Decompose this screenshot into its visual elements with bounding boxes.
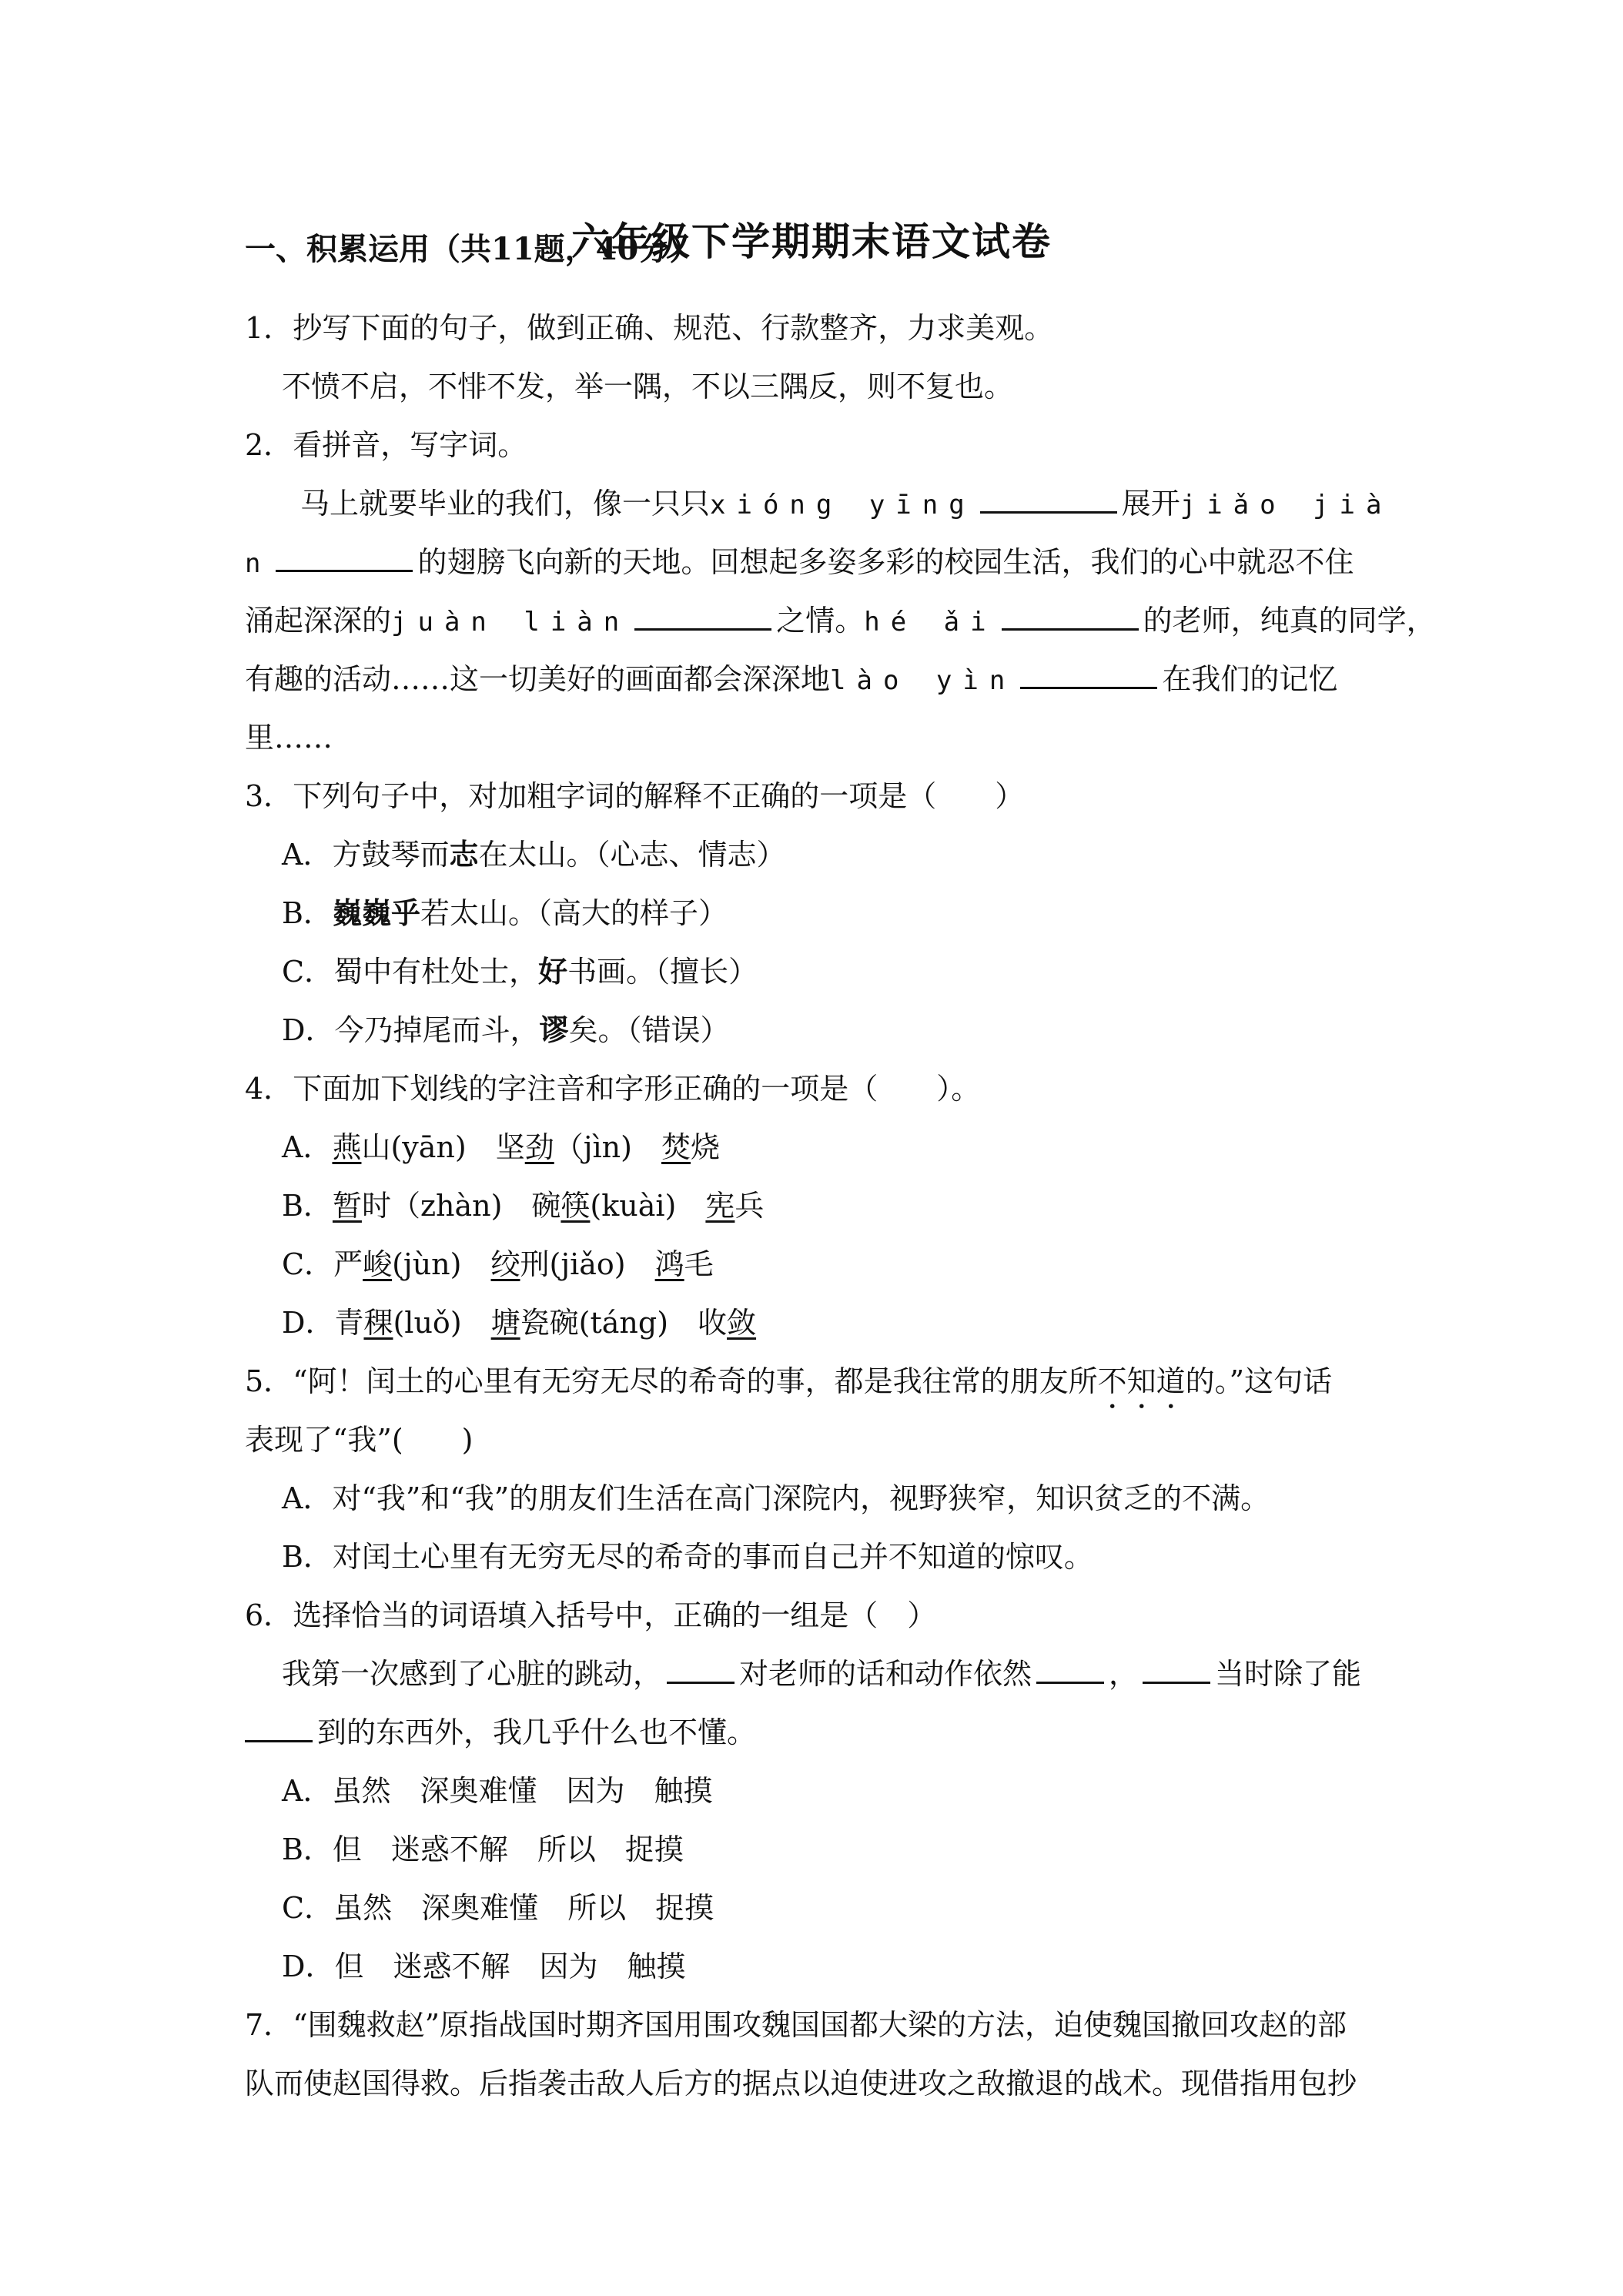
answer-blank[interactable]: [245, 1712, 313, 1742]
question-7: 7．“围魏救赵”原指战国时期齐国用围攻魏国国都大梁的方法，迫使魏国撤回攻赵的部: [245, 2008, 1347, 2042]
answer-blank[interactable]: [667, 1654, 735, 1684]
q3-option-a: A．方鼓琴而志在太山。（心志、情志）: [282, 837, 786, 872]
q2-line-3: 涌起深深的juàn liàn 之情。hé ǎi 的老师，纯真的同学，: [245, 601, 1436, 642]
q2-line-5: 里……: [245, 721, 333, 755]
q6-option-d: D．但 迷惑不解 因为 触摸: [282, 1950, 686, 1983]
answer-blank[interactable]: [276, 542, 413, 572]
q3-option-b: B．巍巍乎若太山。（高大的样子）: [282, 895, 728, 930]
question-5: 5．“阿！闰土的心里有无穷无尽的希奇的事，都是我往常的朋友所不知道的。”这句话: [245, 1364, 1333, 1398]
q2-line-1: 马上就要毕业的我们，像一只只xióng yīng 展开jiǎo jià: [300, 484, 1393, 525]
q5-option-a: A．对“我”和“我”的朋友们生活在高门深院内，视野狭窄，知识贫乏的不满。: [282, 1481, 1270, 1515]
question-2: 2．看拼音，写字词。: [245, 428, 527, 462]
q4-option-d: D．青稞(luǒ) 塘瓷碗(táng) 收敛: [282, 1306, 757, 1340]
q2-line-2: n 的翅膀飞向新的天地。回想起多姿多彩的校园生活，我们的心中就忍不住: [245, 542, 1354, 584]
q2-line-4: 有趣的活动……这一切美好的画面都会深深地lào yìn 在我们的记忆: [245, 659, 1337, 701]
answer-blank[interactable]: [1036, 1654, 1104, 1684]
section-heading: 一、积累运用（共11题，40分）: [245, 231, 701, 267]
question-1: 1．抄写下面的句子，做到正确、规范、行款整齐，力求美观。: [245, 311, 1054, 345]
question-4: 4．下面加下划线的字注音和字形正确的一项是（ ）。: [245, 1072, 981, 1106]
question-6: 6．选择恰当的词语填入括号中，正确的一组是（ ）: [245, 1598, 937, 1632]
q6-line-1: 我第一次感到了心脏的跳动， 对老师的话和动作依然 ， 当时除了能: [282, 1654, 1361, 1694]
q3-option-c: C．蜀中有杜处士，好书画。（擅长）: [282, 954, 758, 989]
answer-blank[interactable]: [1020, 659, 1157, 689]
q6-option-b: B．但 迷惑不解 所以 捉摸: [282, 1832, 684, 1866]
answer-blank[interactable]: [634, 601, 771, 631]
q6-line-2: 到的东西外，我几乎什么也不懂。: [245, 1712, 756, 1752]
q1-sentence: 不愤不启，不悱不发，举一隅，不以三隅反，则不复也。: [282, 370, 1014, 403]
q4-option-b: B．暂时（zhàn) 碗筷(kuài) 宪兵: [282, 1189, 765, 1223]
q7-line-2: 队而使赵国得救。后指袭击敌人后方的据点以迫使进攻之敌撤退的战术。现借指用包抄: [245, 2067, 1357, 2100]
answer-blank[interactable]: [1002, 601, 1139, 631]
q6-option-c: C．虽然 深奥难懂 所以 捉摸: [282, 1891, 714, 1925]
q5-line-2: 表现了“我”( ): [245, 1423, 474, 1457]
q4-option-c: C．严峻(jùn) 绞刑(jiǎo) 鸿毛: [282, 1247, 714, 1281]
q5-option-b: B．对闰土心里有无穷无尽的希奇的事而自己并不知道的惊叹。: [282, 1540, 1093, 1574]
q3-option-d: D．今乃掉尾而斗，谬矣。（错误）: [282, 1012, 730, 1047]
question-3: 3．下列句子中，对加粗字词的解释不正确的一项是（ ）: [245, 779, 1025, 813]
page-title: 六年级下学期期末语文试卷: [571, 219, 1052, 264]
q4-option-a: A．燕山(yān) 坚劲（jìn) 焚烧: [282, 1130, 721, 1164]
q6-option-a: A．虽然 深奥难懂 因为 触摸: [282, 1774, 713, 1808]
answer-blank[interactable]: [980, 484, 1117, 514]
answer-blank[interactable]: [1143, 1654, 1210, 1684]
